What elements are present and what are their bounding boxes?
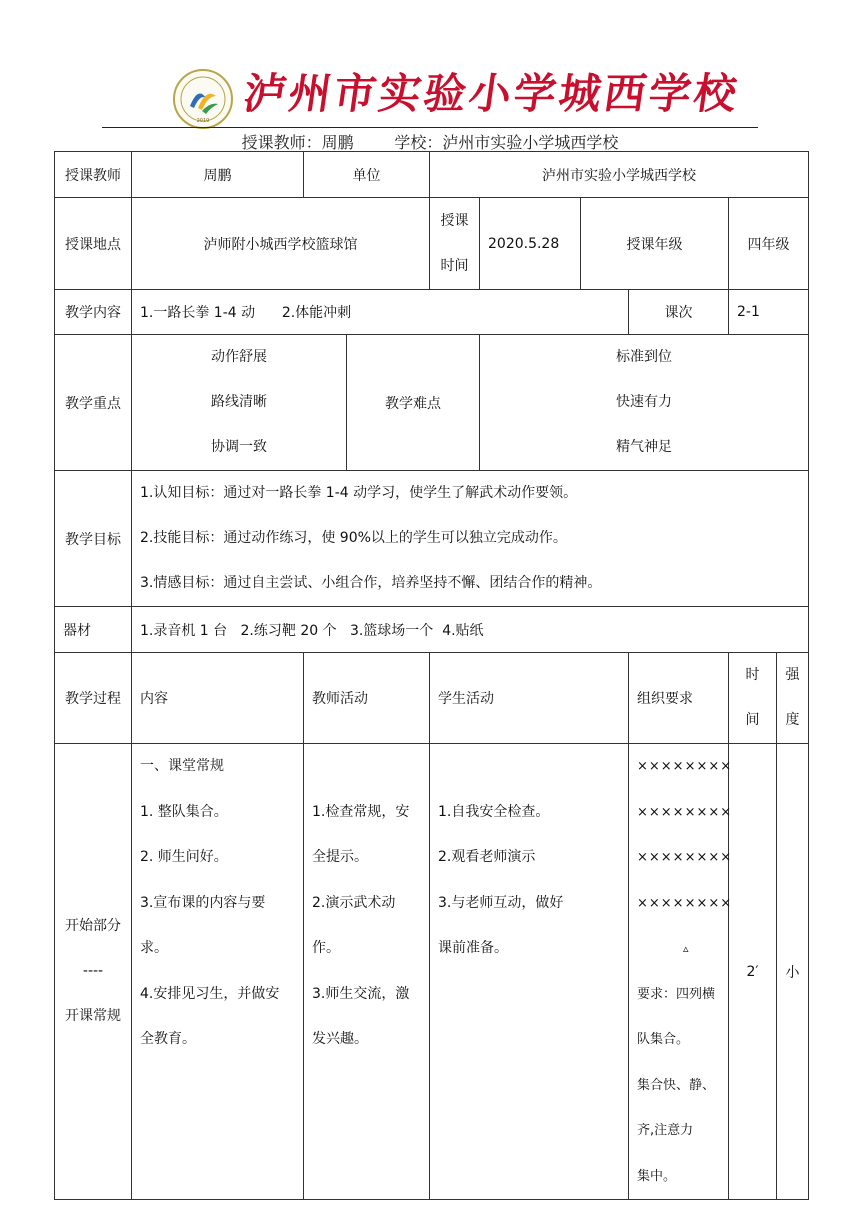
start-organization-cell [629,744,733,1200]
location-value: 泸师附小城西学校篮球馆 [132,198,430,290]
organization-line: 要求：四列横队集合。 [637,986,716,1047]
svg-text:2019: 2019 [196,118,210,124]
objective-item: 3.情感目标：通过自主尝试、小组合作，培养坚持不懈、团结合作的精神。 [140,575,602,591]
difficulty-point: 标准到位 [616,349,673,365]
row-content [55,290,809,335]
organization-line: 集中。 [637,1168,677,1184]
start-intensity: 小 [777,744,809,1200]
student-line: 课前准备。 [438,940,508,956]
row-start-section [55,744,809,1200]
objective-item: 1.认知目标：通过对一路长拳 1-4 动学习，使学生了解武术动作要领。 [140,485,578,501]
row-process-header [55,653,809,744]
school-logo [172,68,234,130]
time-label-line-1: 授课 [440,212,469,229]
teacher-line: 1.检查常规，安 [312,803,410,820]
student-line [438,744,624,790]
objective-item: 2.技能目标：通过动作练习，使 90%以上的学生可以独立完成动作。 [140,530,567,546]
key-points [132,335,347,471]
content-value: 1.一路长拳 1-4 动 2.体能冲刺 [132,290,629,335]
student-line: 3.与老师互动，做好 [438,894,564,911]
time-label [430,198,480,290]
document-header [0,0,860,150]
content-line: 2. 师生问好。 [140,849,228,865]
organization-line: 集合快、静、齐,注意力 [637,1077,716,1138]
header-subline: 授课教师：周鹏 学校：泸州市实验小学城西学校 [241,133,619,152]
teacher-line: 作。 [312,940,340,956]
content-header: 内容 [132,653,304,744]
difficulty-points [480,335,809,471]
lesson-value: 2-1 [729,290,809,335]
lesson-plan-table [54,151,809,1200]
teacher-line: 3.师生交流，激 [312,985,410,1002]
equipment-value: 1.录音机 1 台 2.练习靶 20 个 3.篮球场一个 4.贴纸 [132,607,809,653]
start-section-name [55,744,132,1200]
teacher-line: 全提示。 [312,849,368,865]
key-points-label: 教学重点 [55,335,132,471]
header-rule [102,127,758,128]
grade-value: 四年级 [729,198,809,290]
date-value: 2020.5.28 [480,198,581,290]
formation-row: ×××××××× [637,759,733,774]
content-label: 教学内容 [55,290,132,335]
teacher-label: 授课教师 [55,152,132,198]
row-teacher [55,152,809,198]
objectives-label: 教学目标 [55,471,132,607]
formation-row: ×××××××× [637,850,733,865]
lesson-label: 课次 [629,290,729,335]
row-location [55,198,809,290]
grade-label: 授课年级 [581,198,729,290]
teacher-position-icon: ▵ [683,942,689,955]
student-activity-header: 学生活动 [430,653,629,744]
key-point: 协调一致 [211,439,267,455]
row-focus [55,335,809,471]
section-name-line: 开课常规 [65,1008,121,1024]
student-line: 1.自我安全检查。 [438,803,550,820]
content-line: 一、课堂常规 [140,758,224,774]
time-header-line-2: 间 [745,712,760,728]
start-student-cell [430,744,629,1200]
process-label: 教学过程 [55,653,132,744]
content-line: 3.宣布课的内容与要 [140,894,266,911]
start-content-cell [132,744,304,1200]
difficulty-point: 精气神足 [616,439,673,455]
intensity-header-line-2: 度 [785,712,800,728]
section-name-line: 开始部分 [65,918,121,934]
difficulty-point: 快速有力 [616,394,673,410]
time-header [729,653,777,744]
organization-header: 组织要求 [629,653,729,744]
content-line: 1. 整队集合。 [140,803,228,820]
key-point: 路线清晰 [211,394,267,410]
content-line: 全教育。 [140,1031,196,1047]
start-teacher-cell [304,744,430,1200]
teacher-line [312,744,425,790]
intensity-header [777,653,809,744]
content-line: 4.安排见习生，并做安 [140,985,280,1002]
student-line: 2.观看老师演示 [438,849,536,865]
unit-value: 泸州市实验小学城西学校 [430,152,809,198]
formation-row: ×××××××× [637,804,733,820]
time-label-line-2: 时间 [440,257,469,274]
key-point: 动作舒展 [211,349,267,365]
difficulty-label: 教学难点 [347,335,480,471]
objectives-list [132,471,809,607]
teacher-line: 2.演示武术动 [312,894,396,911]
location-label: 授课地点 [55,198,132,290]
teacher-line: 发兴趣。 [312,1031,368,1047]
formation-row: ×××××××× [637,895,733,911]
teacher-value: 周鹏 [132,152,304,198]
teacher-activity-header: 教师活动 [304,653,430,744]
content-line: 求。 [140,940,168,956]
equipment-label: 器材 [55,607,132,653]
unit-label: 单位 [304,152,430,198]
row-equipment [55,607,809,653]
row-objectives [55,471,809,607]
intensity-header-line-1: 强 [785,667,800,683]
start-time: 2′ [729,744,777,1200]
school-name-banner: 泸州市实验小学城西学校 [240,69,743,118]
time-header-line-1: 时 [745,667,760,683]
section-name-line: ---- [82,963,104,979]
